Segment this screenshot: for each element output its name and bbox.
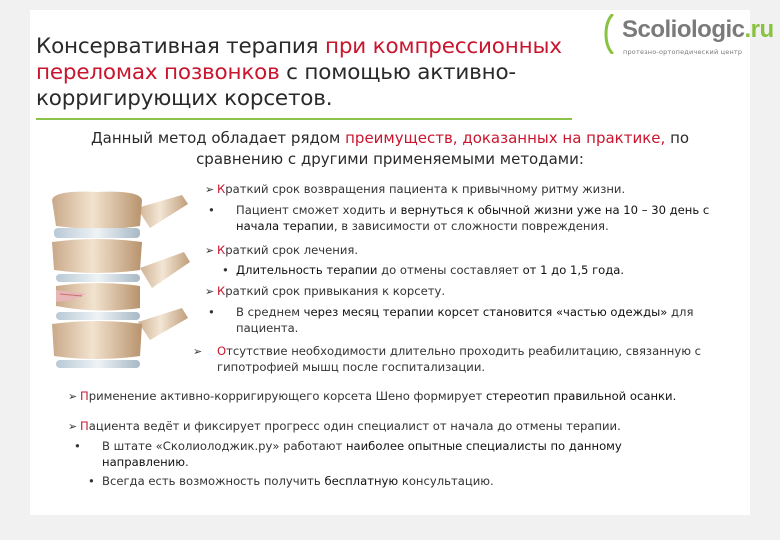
- bullet-icon: •: [88, 474, 95, 488]
- title-divider: [36, 118, 572, 120]
- sub-list-item: • В штате «Сколиолоджик.ру» работают наиболее опытные специалисты по данному направлению.: [74, 439, 622, 469]
- logo-tagline: протезно-ортопедический центр: [623, 48, 743, 56]
- logo-name: Scoliologic.ru: [622, 16, 774, 43]
- title-highlight: при компрессионных переломах позвонков: [36, 34, 562, 85]
- intro-text: Данный метод обладает рядом преимуществ, доказанных на практике, по сравнению с другими применяемыми методами:: [90, 129, 690, 168]
- list-item: ➢ Краткий срок лечения.: [205, 243, 359, 257]
- list-item: ➢ Применение активно-корригирующего корсета Шено формирует стереотип правильной осанки.: [68, 389, 677, 403]
- arrow-bullet-icon: ➢: [205, 183, 215, 196]
- sub-list-item: • В среднем через месяц терапии корсет становится «частью одежды» для пациента.: [208, 305, 694, 335]
- sub-list-item: • Пациент сможет ходить и вернуться к обычной жизни уже на 10 – 30 день с начала терапии, в зависимости от сложности повреждения.: [208, 203, 710, 233]
- bullet-icon: •: [208, 305, 215, 319]
- list-item: ➢ Краткий срок привыкания к корсету.: [205, 284, 446, 298]
- sub-list-item: • Всегда есть возможность получить бесплатную консультацию.: [88, 474, 494, 488]
- bullet-icon: •: [74, 439, 81, 453]
- arrow-bullet-icon: ➢: [205, 244, 215, 257]
- list-item: ➢ Пациента ведёт и фиксирует прогресс один специалист от начала до отмены терапии.: [68, 419, 621, 433]
- page-title: [36, 34, 606, 112]
- list-item: ➢ Краткий срок возвращения пациента к привычному ритму жизни.: [205, 182, 626, 196]
- arrow-bullet-icon: ➢: [68, 420, 78, 433]
- spine-illustration: [42, 190, 192, 375]
- bullet-icon: •: [222, 263, 229, 277]
- arrow-bullet-icon: ➢: [68, 390, 78, 403]
- arrow-bullet-icon: ➢: [193, 345, 203, 358]
- intro-highlight: преимуществ, доказанных на практике,: [345, 129, 666, 147]
- logo-bracket-icon: [602, 14, 614, 54]
- bullet-icon: •: [208, 203, 215, 217]
- arrow-bullet-icon: ➢: [205, 285, 215, 298]
- title-part1: Консервативная терапия: [36, 34, 325, 59]
- sub-list-item: • Длительность терапии до отмены составляет от 1 до 1,5 года.: [222, 263, 625, 277]
- title-part3: с помощью активно-корригирующих корсетов.: [36, 60, 516, 111]
- list-item: ➢ Отсутствие необходимости длительно проходить реабилитацию, связанную с гипотрофией мышц после госпитализации.: [193, 344, 702, 374]
- logo: [602, 12, 772, 62]
